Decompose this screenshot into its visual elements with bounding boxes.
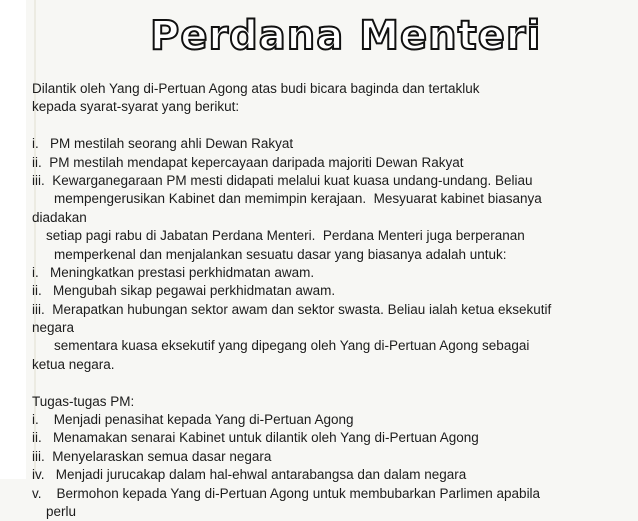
duty-item: i. Menjadi penasihat kepada Yang di-Pertuan Agong xyxy=(32,412,354,428)
continuation-line: diadakan xyxy=(32,209,87,225)
condition-item: ii. PM mestilah mendapat kepercayaan daripada majoriti Dewan Rakyat xyxy=(32,154,464,170)
intro-line: Dilantik oleh Yang di-Pertuan Agong atas budi bicara baginda dan tertakluk xyxy=(32,81,480,96)
left-margin-band xyxy=(0,0,26,479)
duty-item: iv. Menjadi jurucakap dalam hal-ehwal antarabangsa dan dalam negara xyxy=(32,467,467,483)
continuation-line: mempengerusikan Kabinet dan memimpin kerajaan. Mesyuarat kabinet biasanya xyxy=(54,191,542,207)
intro-line: kepada syarat-syarat yang berikut: xyxy=(32,99,240,115)
slide-title: Perdana Menteri xyxy=(150,13,542,59)
duties-heading: Tugas-tugas PM: xyxy=(32,393,135,409)
condition-item: i. PM mestilah seorang ahli Dewan Rakyat xyxy=(32,136,294,152)
spacer xyxy=(32,374,632,392)
continuation-line: memperkenal dan menjalankan sesuatu dasar yang biasanya adalah untuk: xyxy=(54,246,507,262)
spacer xyxy=(32,117,632,135)
duty-item: v. Bermohon kepada Yang di-Pertuan Agong untuk membubarkan Parlimen apabila xyxy=(32,485,541,501)
purpose-continuation: ketua negara. xyxy=(32,356,115,372)
duty-item: iii. Menyelaraskan semua dasar negara xyxy=(32,448,272,464)
continuation-line: setiap pagi rabu di Jabatan Perdana Menteri. Perdana Menteri juga berperanan xyxy=(46,228,525,244)
purpose-item: i. Meningkatkan prestasi perkhidmatan awam. xyxy=(32,264,315,280)
slide-body xyxy=(32,80,632,521)
purpose-continuation: negara xyxy=(32,320,75,336)
purpose-item: ii. Mengubah sikap pegawai perkhidmatan awam. xyxy=(32,283,336,299)
purpose-item: iii. Merapatkan hubungan sektor awam dan sektor swasta. Beliau ialah ketua eksekutif xyxy=(32,301,552,317)
purpose-continuation: sementara kuasa eksekutif yang dipegang oleh Yang di-Pertuan Agong sebagai xyxy=(54,338,530,354)
duty-cutoff-line: perlu xyxy=(46,503,77,519)
condition-item: iii. Kewarganegaraan PM mesti didapati melalui kuat kuasa undang-undang. Beliau xyxy=(32,172,533,188)
duty-item: ii. Menamakan senarai Kabinet untuk dilantik oleh Yang di-Pertuan Agong xyxy=(32,430,479,446)
